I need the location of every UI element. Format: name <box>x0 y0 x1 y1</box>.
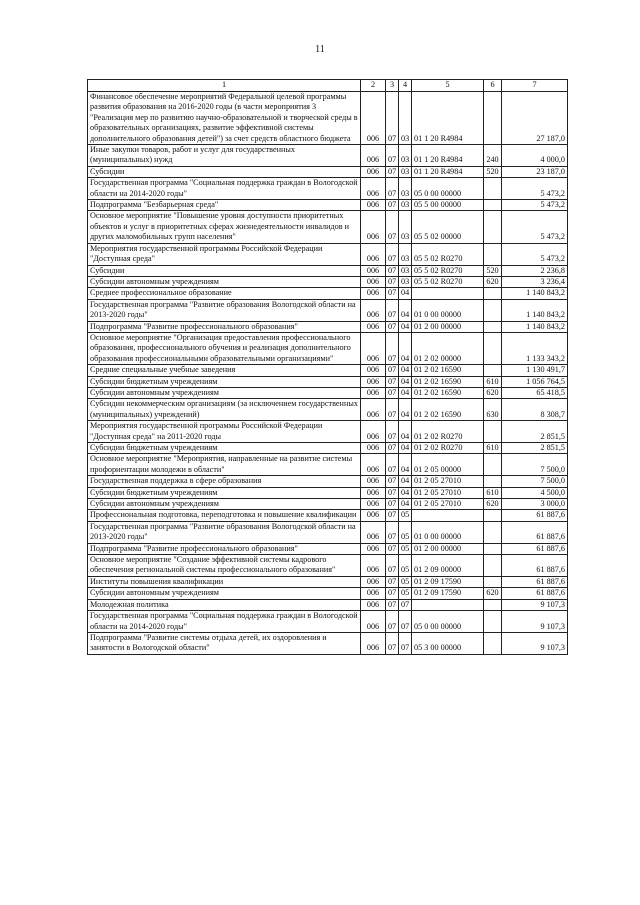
row-name: Иные закупки товаров, работ и услуг для государственных (муниципальных) нужд <box>88 145 361 167</box>
row-target-article-code: 05 0 00 00000 <box>412 178 484 200</box>
row-target-article-code: 05 5 00 00000 <box>412 200 484 211</box>
row-target-article-code: 01 2 09 00000 <box>412 555 484 577</box>
row-amount: 9 107,3 <box>502 632 568 654</box>
row-amount: 5 473,2 <box>502 211 568 243</box>
row-name: Основное мероприятие "Повышение уровня доступности приоритетных объектов и услуг в приоритетных сферах жизнедеятельности инвалидов и других маломобильных групп населения" <box>88 211 361 243</box>
row-amount: 9 107,3 <box>502 611 568 633</box>
table-row <box>88 476 568 487</box>
row-target-article-code: 01 2 09 17590 <box>412 576 484 587</box>
row-expense-type-code: 630 <box>484 399 502 421</box>
row-name: Субсидии некоммерческим организациям (за исключением государственных (муниципальных) учреждений) <box>88 399 361 421</box>
table-row <box>88 200 568 211</box>
row-subsection-code: 04 <box>399 454 412 476</box>
row-grbs-code: 006 <box>361 611 386 633</box>
row-grbs-code: 006 <box>361 454 386 476</box>
row-amount: 61 887,6 <box>502 555 568 577</box>
row-grbs-code: 006 <box>361 265 386 276</box>
row-section-code: 07 <box>386 487 399 498</box>
row-name: Субсидии автономным учреждениям <box>88 499 361 510</box>
row-amount: 1 130 491,7 <box>502 365 568 376</box>
row-subsection-code: 04 <box>399 443 412 454</box>
row-grbs-code: 006 <box>361 299 386 321</box>
row-name: Основное мероприятие "Организация предоставления профессионального образования, профессионального обучения и реализация дополнительного образования профессиональными образовательными организациями" <box>88 332 361 364</box>
row-section-code: 07 <box>386 211 399 243</box>
row-subsection-code: 03 <box>399 200 412 211</box>
row-expense-type-code <box>484 510 502 521</box>
row-grbs-code: 006 <box>361 92 386 145</box>
row-subsection-code: 05 <box>399 521 412 543</box>
row-target-article-code: 01 2 02 16590 <box>412 376 484 387</box>
header-cell: 5 <box>412 80 484 92</box>
row-section-code: 07 <box>386 421 399 443</box>
row-expense-type-code <box>484 611 502 633</box>
row-grbs-code: 006 <box>361 476 386 487</box>
row-expense-type-code <box>484 576 502 587</box>
row-name: Субсидии бюджетным учреждениям <box>88 443 361 454</box>
row-name: Мероприятия государственной программы Российской Федерации "Доступная среда" <box>88 243 361 265</box>
row-expense-type-code <box>484 454 502 476</box>
row-expense-type-code: 620 <box>484 276 502 287</box>
row-section-code: 07 <box>386 576 399 587</box>
row-target-article-code: 01 2 05 27010 <box>412 487 484 498</box>
row-expense-type-code <box>484 543 502 554</box>
row-name: Субсидии автономным учреждениям <box>88 588 361 599</box>
row-target-article-code: 01 2 05 00000 <box>412 454 484 476</box>
header-cell: 4 <box>399 80 412 92</box>
row-grbs-code: 006 <box>361 443 386 454</box>
row-target-article-code: 01 2 02 16590 <box>412 365 484 376</box>
row-subsection-code: 07 <box>399 611 412 633</box>
row-subsection-code: 04 <box>399 421 412 443</box>
row-name: Государственная программа "Социальная поддержка граждан в Вологодской области на 2014-2020 годы" <box>88 611 361 633</box>
row-amount: 23 187,0 <box>502 166 568 177</box>
table-row <box>88 211 568 243</box>
table-row <box>88 145 568 167</box>
row-target-article-code: 05 3 00 00000 <box>412 632 484 654</box>
table-row <box>88 543 568 554</box>
row-expense-type-code <box>484 521 502 543</box>
row-name: Институты повышения квалификации <box>88 576 361 587</box>
table-row <box>88 421 568 443</box>
row-subsection-code: 03 <box>399 276 412 287</box>
row-section-code: 07 <box>386 399 399 421</box>
row-grbs-code: 006 <box>361 376 386 387</box>
row-section-code: 07 <box>386 265 399 276</box>
page-number: 11 <box>315 44 325 55</box>
row-grbs-code: 006 <box>361 365 386 376</box>
row-subsection-code: 05 <box>399 543 412 554</box>
row-target-article-code: 05 5 02 R0270 <box>412 243 484 265</box>
table-row <box>88 487 568 498</box>
row-subsection-code: 04 <box>399 299 412 321</box>
row-target-article-code: 05 5 02 R0270 <box>412 265 484 276</box>
table-row <box>88 399 568 421</box>
table-row <box>88 166 568 177</box>
row-target-article-code: 01 1 20 R4984 <box>412 92 484 145</box>
row-grbs-code: 006 <box>361 499 386 510</box>
table-row <box>88 265 568 276</box>
row-name: Субсидии <box>88 265 361 276</box>
row-name: Подпрограмма "Безбарьерная среда" <box>88 200 361 211</box>
row-target-article-code: 01 2 02 16590 <box>412 399 484 421</box>
table-row <box>88 92 568 145</box>
row-expense-type-code <box>484 288 502 299</box>
row-target-article-code <box>412 599 484 610</box>
row-subsection-code: 05 <box>399 588 412 599</box>
table-row <box>88 499 568 510</box>
row-grbs-code: 006 <box>361 543 386 554</box>
row-section-code: 07 <box>386 588 399 599</box>
row-subsection-code: 04 <box>399 399 412 421</box>
row-grbs-code: 006 <box>361 599 386 610</box>
row-amount: 1 056 764,5 <box>502 376 568 387</box>
row-subsection-code: 05 <box>399 576 412 587</box>
row-subsection-code: 04 <box>399 387 412 398</box>
row-subsection-code: 05 <box>399 555 412 577</box>
row-grbs-code: 006 <box>361 332 386 364</box>
row-expense-type-code <box>484 321 502 332</box>
row-subsection-code: 07 <box>399 599 412 610</box>
row-name: Субсидии бюджетным учреждениям <box>88 487 361 498</box>
row-expense-type-code: 520 <box>484 265 502 276</box>
row-name: Финансовое обеспечение мероприятий Федеральной целевой программы развития образования на 2016-2020 годы (в части мероприятия 3 "Реализация мер по развитию научно-образовательной и творческой среды в образовательных организациях, развитие эффективной системы дополнительного образования детей") за счет средств областного бюджета <box>88 92 361 145</box>
row-expense-type-code <box>484 365 502 376</box>
row-expense-type-code <box>484 92 502 145</box>
row-amount: 1 140 843,2 <box>502 321 568 332</box>
row-grbs-code: 006 <box>361 321 386 332</box>
row-expense-type-code: 620 <box>484 499 502 510</box>
row-expense-type-code <box>484 599 502 610</box>
header-cell: 6 <box>484 80 502 92</box>
row-amount: 5 473,2 <box>502 200 568 211</box>
row-expense-type-code <box>484 299 502 321</box>
row-amount: 8 308,7 <box>502 399 568 421</box>
row-name: Среднее профессиональное образование <box>88 288 361 299</box>
header-cell: 1 <box>88 80 361 92</box>
row-expense-type-code <box>484 332 502 364</box>
row-subsection-code: 07 <box>399 632 412 654</box>
row-subsection-code: 04 <box>399 321 412 332</box>
row-name: Субсидии бюджетным учреждениям <box>88 376 361 387</box>
row-section-code: 07 <box>386 499 399 510</box>
row-grbs-code: 006 <box>361 487 386 498</box>
row-subsection-code: 04 <box>399 499 412 510</box>
row-amount: 61 887,6 <box>502 543 568 554</box>
row-section-code: 07 <box>386 443 399 454</box>
table-row <box>88 454 568 476</box>
row-amount: 2 236,8 <box>502 265 568 276</box>
row-target-article-code: 05 0 00 00000 <box>412 611 484 633</box>
row-section-code: 07 <box>386 543 399 554</box>
row-target-article-code: 05 5 02 R0270 <box>412 276 484 287</box>
row-expense-type-code: 620 <box>484 387 502 398</box>
row-amount: 2 851,5 <box>502 443 568 454</box>
row-subsection-code: 03 <box>399 211 412 243</box>
row-section-code: 07 <box>386 200 399 211</box>
table-row <box>88 299 568 321</box>
row-target-article-code: 01 2 02 R0270 <box>412 443 484 454</box>
row-target-article-code: 01 0 00 00000 <box>412 299 484 321</box>
row-subsection-code: 03 <box>399 265 412 276</box>
row-amount: 61 887,6 <box>502 521 568 543</box>
row-expense-type-code <box>484 476 502 487</box>
row-name: Субсидии <box>88 166 361 177</box>
table-row <box>88 321 568 332</box>
row-name: Профессиональная подготовка, переподготовка и повышение квалификации <box>88 510 361 521</box>
row-section-code: 07 <box>386 376 399 387</box>
row-subsection-code: 03 <box>399 243 412 265</box>
table-row <box>88 632 568 654</box>
row-amount: 1 140 843,2 <box>502 288 568 299</box>
row-amount: 5 473,2 <box>502 243 568 265</box>
row-name: Основное мероприятие "Создание эффективной системы кадрового обеспечения региональной системы профессионального образования" <box>88 555 361 577</box>
row-subsection-code: 04 <box>399 476 412 487</box>
row-name: Государственная программа "Развитие образования Вологодской области на 2013-2020 годы" <box>88 299 361 321</box>
row-section-code: 07 <box>386 178 399 200</box>
row-amount: 4 500,0 <box>502 487 568 498</box>
row-name: Субсидии автономным учреждениям <box>88 276 361 287</box>
row-amount: 1 133 343,2 <box>502 332 568 364</box>
row-target-article-code: 01 2 02 00000 <box>412 332 484 364</box>
row-subsection-code: 03 <box>399 178 412 200</box>
row-grbs-code: 006 <box>361 276 386 287</box>
row-grbs-code: 006 <box>361 200 386 211</box>
row-name: Государственная программа "Развитие образования Вологодской области на 2013-2020 годы" <box>88 521 361 543</box>
row-section-code: 07 <box>386 243 399 265</box>
table-row <box>88 599 568 610</box>
row-subsection-code: 03 <box>399 145 412 167</box>
row-target-article-code: 01 0 00 00000 <box>412 521 484 543</box>
table-row <box>88 443 568 454</box>
row-grbs-code: 006 <box>361 243 386 265</box>
row-subsection-code: 03 <box>399 92 412 145</box>
header-cell: 3 <box>386 80 399 92</box>
row-section-code: 07 <box>386 510 399 521</box>
row-name: Мероприятия государственной программы Российской Федерации "Доступная среда" на 2011-2020 годы <box>88 421 361 443</box>
row-subsection-code: 04 <box>399 288 412 299</box>
row-name: Государственная поддержка в сфере образования <box>88 476 361 487</box>
row-amount: 3 236,4 <box>502 276 568 287</box>
row-amount: 1 140 843,2 <box>502 299 568 321</box>
budget-table <box>87 79 568 655</box>
row-section-code: 07 <box>386 299 399 321</box>
row-amount: 65 418,5 <box>502 387 568 398</box>
row-amount: 3 000,0 <box>502 499 568 510</box>
row-name: Подпрограмма "Развитие системы отдыха детей, их оздоровления и занятости в Вологодской области" <box>88 632 361 654</box>
header-cell: 2 <box>361 80 386 92</box>
row-target-article-code: 01 2 02 R0270 <box>412 421 484 443</box>
table-row <box>88 521 568 543</box>
row-expense-type-code: 610 <box>484 376 502 387</box>
table-row <box>88 365 568 376</box>
row-expense-type-code <box>484 421 502 443</box>
table-row <box>88 178 568 200</box>
row-section-code: 07 <box>386 365 399 376</box>
row-section-code: 07 <box>386 454 399 476</box>
table-row <box>88 288 568 299</box>
row-expense-type-code: 610 <box>484 487 502 498</box>
table-row <box>88 332 568 364</box>
row-amount: 5 473,2 <box>502 178 568 200</box>
row-target-article-code: 01 2 05 27010 <box>412 476 484 487</box>
row-name: Государственная программа "Социальная поддержка граждан в Вологодской области на 2014-2020 годы" <box>88 178 361 200</box>
row-amount: 61 887,6 <box>502 588 568 599</box>
row-grbs-code: 006 <box>361 178 386 200</box>
row-name: Подпрограмма "Развитие профессионального образования" <box>88 321 361 332</box>
row-grbs-code: 006 <box>361 145 386 167</box>
row-grbs-code: 006 <box>361 399 386 421</box>
row-section-code: 07 <box>386 332 399 364</box>
row-amount: 27 187,0 <box>502 92 568 145</box>
row-section-code: 07 <box>386 321 399 332</box>
row-subsection-code: 04 <box>399 487 412 498</box>
row-name: Средние специальные учебные заведения <box>88 365 361 376</box>
row-section-code: 07 <box>386 555 399 577</box>
row-target-article-code <box>412 288 484 299</box>
row-target-article-code <box>412 510 484 521</box>
row-expense-type-code: 240 <box>484 145 502 167</box>
row-amount: 7 500,0 <box>502 454 568 476</box>
row-expense-type-code <box>484 243 502 265</box>
row-expense-type-code <box>484 200 502 211</box>
row-amount: 4 000,0 <box>502 145 568 167</box>
row-target-article-code: 05 5 02 00000 <box>412 211 484 243</box>
row-target-article-code: 01 2 02 16590 <box>412 387 484 398</box>
row-subsection-code: 03 <box>399 166 412 177</box>
table-row <box>88 588 568 599</box>
row-expense-type-code: 620 <box>484 588 502 599</box>
row-section-code: 07 <box>386 611 399 633</box>
row-amount: 2 851,5 <box>502 421 568 443</box>
row-grbs-code: 006 <box>361 588 386 599</box>
table-row <box>88 376 568 387</box>
row-section-code: 07 <box>386 476 399 487</box>
row-name: Основное мероприятие "Мероприятия, направленные на развитие системы профориентации молодежи в области" <box>88 454 361 476</box>
row-target-article-code: 01 2 09 17590 <box>412 588 484 599</box>
row-section-code: 07 <box>386 632 399 654</box>
row-section-code: 07 <box>386 599 399 610</box>
row-grbs-code: 006 <box>361 211 386 243</box>
row-expense-type-code: 520 <box>484 166 502 177</box>
header-cell: 7 <box>502 80 568 92</box>
row-target-article-code: 01 2 00 00000 <box>412 321 484 332</box>
row-subsection-code: 04 <box>399 332 412 364</box>
row-subsection-code: 05 <box>399 510 412 521</box>
row-section-code: 07 <box>386 521 399 543</box>
row-section-code: 07 <box>386 166 399 177</box>
row-target-article-code: 01 2 05 27010 <box>412 499 484 510</box>
row-section-code: 07 <box>386 92 399 145</box>
table-row <box>88 276 568 287</box>
row-name: Молодежная политика <box>88 599 361 610</box>
row-subsection-code: 04 <box>399 365 412 376</box>
header-row <box>88 80 568 92</box>
row-expense-type-code <box>484 632 502 654</box>
row-target-article-code: 01 1 20 R4984 <box>412 166 484 177</box>
row-expense-type-code: 610 <box>484 443 502 454</box>
row-grbs-code: 006 <box>361 576 386 587</box>
table-row <box>88 576 568 587</box>
table-row <box>88 387 568 398</box>
row-name: Подпрограмма "Развитие профессионального образования" <box>88 543 361 554</box>
table-row <box>88 510 568 521</box>
row-grbs-code: 006 <box>361 288 386 299</box>
row-name: Субсидии автономным учреждениям <box>88 387 361 398</box>
row-section-code: 07 <box>386 145 399 167</box>
table-row <box>88 611 568 633</box>
row-subsection-code: 04 <box>399 376 412 387</box>
row-grbs-code: 006 <box>361 166 386 177</box>
row-grbs-code: 006 <box>361 521 386 543</box>
row-expense-type-code <box>484 178 502 200</box>
table-row <box>88 243 568 265</box>
row-expense-type-code <box>484 211 502 243</box>
row-grbs-code: 006 <box>361 387 386 398</box>
row-grbs-code: 006 <box>361 632 386 654</box>
row-grbs-code: 006 <box>361 555 386 577</box>
row-target-article-code: 01 2 00 00000 <box>412 543 484 554</box>
row-target-article-code: 01 1 20 R4984 <box>412 145 484 167</box>
row-amount: 7 500,0 <box>502 476 568 487</box>
table-row <box>88 555 568 577</box>
row-grbs-code: 006 <box>361 510 386 521</box>
row-amount: 61 887,6 <box>502 576 568 587</box>
row-amount: 61 887,6 <box>502 510 568 521</box>
row-expense-type-code <box>484 555 502 577</box>
row-section-code: 07 <box>386 387 399 398</box>
row-grbs-code: 006 <box>361 421 386 443</box>
row-amount: 9 107,3 <box>502 599 568 610</box>
row-section-code: 07 <box>386 288 399 299</box>
row-section-code: 07 <box>386 276 399 287</box>
